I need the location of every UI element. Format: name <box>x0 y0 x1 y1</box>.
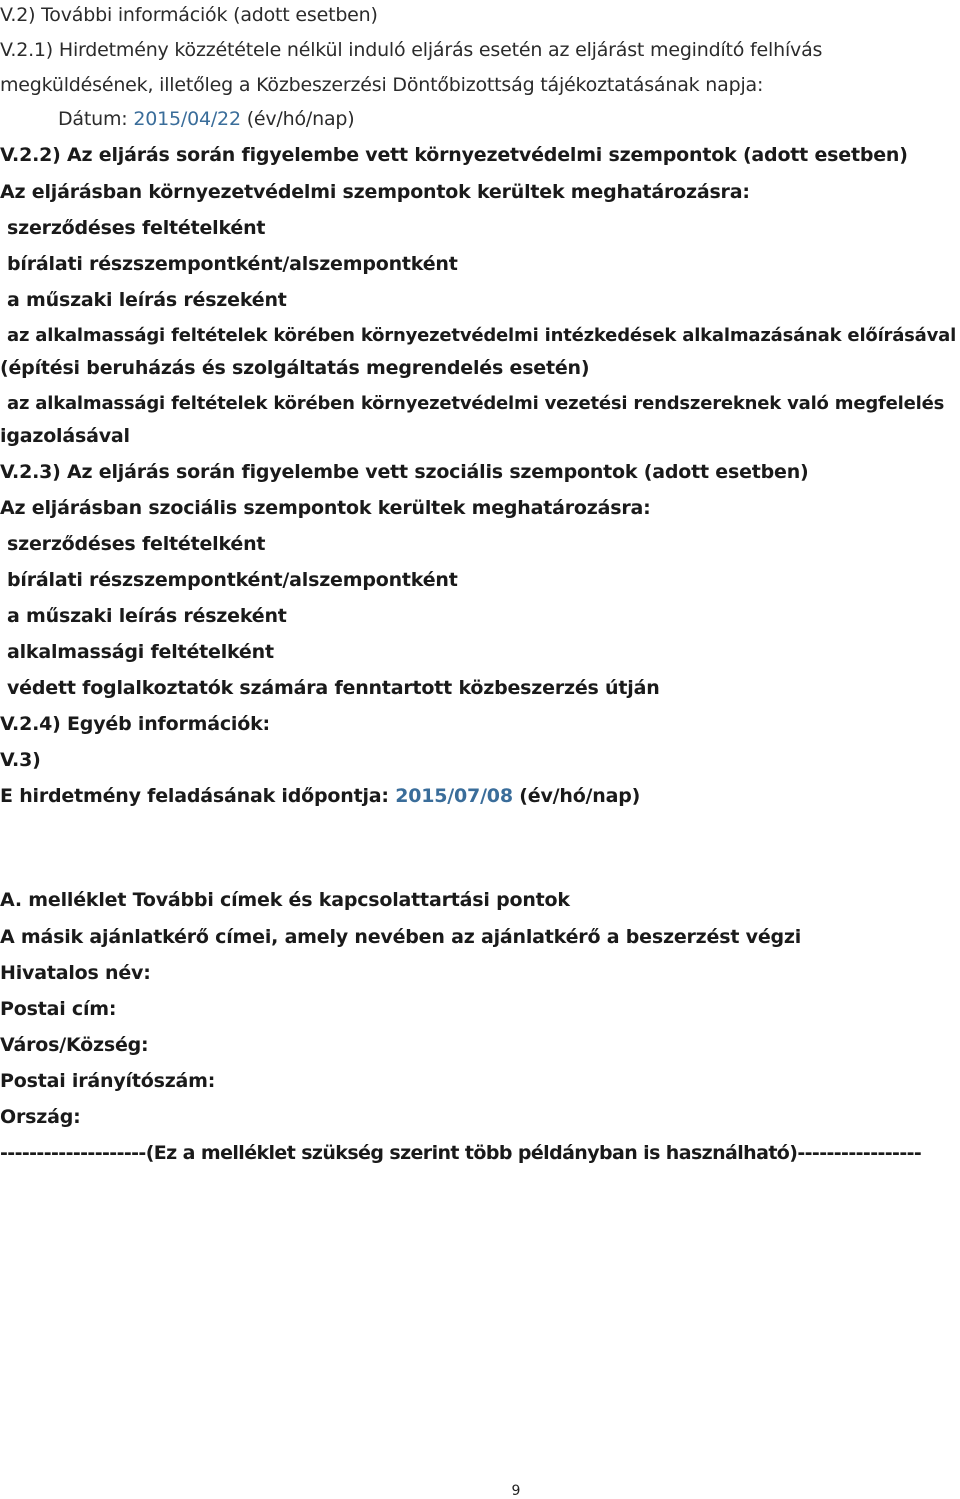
section-v3-title: V.3) <box>0 749 41 771</box>
list-item: szerződéses feltételként <box>7 533 266 555</box>
list-item: a műszaki leírás részeként <box>7 605 287 627</box>
list-item: (építési beruházás és szolgáltatás megrendelés esetén) <box>0 357 590 379</box>
section-v23-title: V.2.3) Az eljárás során figyelembe vett szociális szempontok (adott esetben) <box>0 461 809 483</box>
date-format: (év/hó/nap) <box>246 108 355 130</box>
list-item: védett foglalkoztatók számára fenntartott közbeszerzés útján <box>7 677 660 699</box>
date-label: Dátum: <box>58 108 128 130</box>
section-v24-title: V.2.4) Egyéb információk: <box>0 713 270 735</box>
date-value: 2015/04/22 <box>133 108 241 130</box>
field-city: Város/Község: <box>0 1034 149 1056</box>
field-official-name: Hivatalos név: <box>0 962 151 984</box>
list-item: a műszaki leírás részeként <box>7 289 287 311</box>
annex-subtitle: A másik ajánlatkérő címei, amely nevében az ajánlatkérő a beszerzést végzi <box>0 926 802 948</box>
annex-title: A. melléklet További címek és kapcsolattartási pontok <box>0 889 570 911</box>
list-item: bírálati részszempontként/alszempontként <box>7 569 458 591</box>
list-item: az alkalmassági feltételek körében környezetvédelmi vezetési rendszereknek való megfelelés <box>7 393 945 414</box>
list-item: az alkalmassági feltételek körében környezetvédelmi intézkedések alkalmazásának előírásával <box>7 325 957 346</box>
field-postal-code: Postai irányítószám: <box>0 1070 216 1092</box>
dispatch-date-format: (év/hó/nap) <box>519 785 641 807</box>
list-item: alkalmassági feltételként <box>7 641 274 663</box>
dispatch-date-label: E hirdetmény feladásának időpontja: <box>0 785 389 807</box>
section-v2-title: V.2) További információk (adott esetben) <box>0 4 378 26</box>
section-v21-line1: V.2.1) Hirdetmény közzététele nélkül induló eljárás esetén az eljárást megindító felhívás <box>0 39 823 61</box>
date-row <box>58 107 354 131</box>
annex-note: --------------------(Ez a melléklet szükség szerint több példányban is használható)----------------- <box>0 1142 922 1164</box>
list-item: szerződéses feltételként <box>7 217 266 239</box>
page-number: 9 <box>511 1483 521 1499</box>
field-postal-address: Postai cím: <box>0 998 117 1020</box>
list-item: bírálati részszempontként/alszempontként <box>7 253 458 275</box>
section-v22-title: V.2.2) Az eljárás során figyelembe vett környezetvédelmi szempontok (adott esetben) <box>0 144 908 166</box>
section-v21-line2: megküldésének, illetőleg a Közbeszerzési Döntőbizottság tájékoztatásának napja: <box>0 74 764 96</box>
field-country: Ország: <box>0 1106 81 1128</box>
section-v23-intro: Az eljárásban szociális szempontok kerültek meghatározásra: <box>0 497 651 519</box>
section-v22-intro: Az eljárásban környezetvédelmi szempontok kerültek meghatározásra: <box>0 181 750 203</box>
dispatch-date-row <box>0 784 640 808</box>
dispatch-date-value: 2015/07/08 <box>395 785 513 807</box>
list-item: igazolásával <box>0 425 130 447</box>
